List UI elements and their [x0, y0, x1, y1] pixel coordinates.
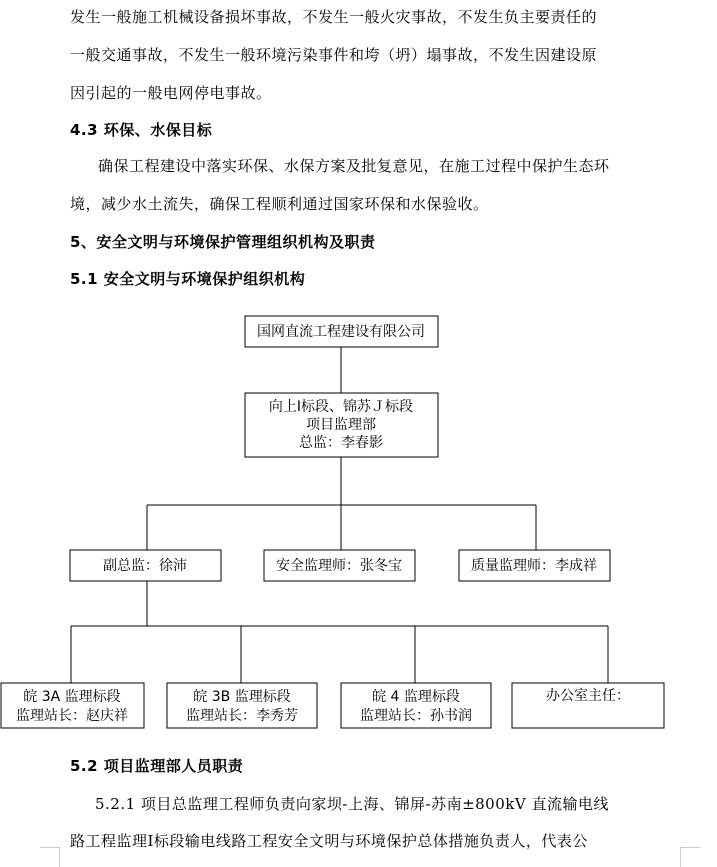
org-box-line: 皖 4 监理标段 — [372, 689, 460, 705]
crop-mark — [40, 847, 60, 867]
text-line: 发生一般施工机械设备损坏事故，不发生一般火灾事故，不发生负主要责任的 — [70, 8, 598, 26]
org-box-line: 总监：李春影 — [299, 435, 383, 451]
text-line: 路工程监理Ⅰ标段输电线路工程安全文明与环境保护总体措施负责人，代表公 — [70, 832, 588, 850]
org-box-line: 副总监：徐沛 — [103, 558, 187, 574]
org-box-line: 监理站长：李秀芳 — [186, 708, 298, 724]
crop-mark — [680, 847, 700, 867]
section-heading-4-3: 4.3 环保、水保目标 — [70, 121, 213, 139]
text-line: 因引起的一般电网停电事故。 — [70, 84, 272, 102]
text-line: 一般交通事故，不发生一般环境污染事件和垮（坍）塌事故，不发生因建设原 — [70, 46, 598, 64]
section-heading-5-2: 5.2 项目监理部人员职责 — [70, 757, 244, 775]
text-line: 境，减少水土流失，确保工程顺利通过国家环保和水保验收。 — [70, 195, 489, 213]
org-box-4 — [341, 683, 491, 728]
org-box-line: 皖 3B 监理标段 — [193, 689, 291, 705]
org-box-dept — [245, 393, 438, 457]
org-box-deputy — [70, 550, 221, 581]
text-line: 确保工程建设中落实环保、水保方案及批复意见，在施工过程中保护生态环 — [98, 157, 610, 175]
org-box-line: 办公室主任： — [546, 688, 630, 704]
org-box-line: 质量监理师：李成祥 — [471, 558, 597, 574]
section-heading-5-1: 5.1 安全文明与环境保护组织机构 — [70, 270, 306, 288]
text-line: 5.2.1 项目总监理工程师负责向家坝-上海、锦屏-苏南±800kV 直流输电线 — [95, 795, 609, 813]
org-box-line: 监理站长：孙书润 — [360, 708, 472, 724]
org-box-3a — [1, 683, 144, 728]
org-box-line: 监理站长：赵庆祥 — [16, 708, 128, 724]
org-box-safety — [264, 550, 415, 581]
section-heading-5: 5、安全文明与环境保护管理组织机构及职责 — [70, 233, 376, 251]
org-box-quality — [459, 550, 610, 581]
org-box-line: 向上Ⅰ标段、锦苏Ｊ标段 — [268, 399, 414, 415]
org-box-office — [512, 683, 664, 728]
org-box-line: 国网直流工程建设有限公司 — [257, 324, 425, 340]
org-box-line: 皖 3A 监理标段 — [23, 689, 121, 705]
org-box-line: 安全监理师：张冬宝 — [276, 558, 402, 574]
org-box-3b — [167, 683, 317, 728]
org-box-line: 项目监理部 — [306, 417, 376, 433]
org-box-root — [245, 316, 438, 347]
